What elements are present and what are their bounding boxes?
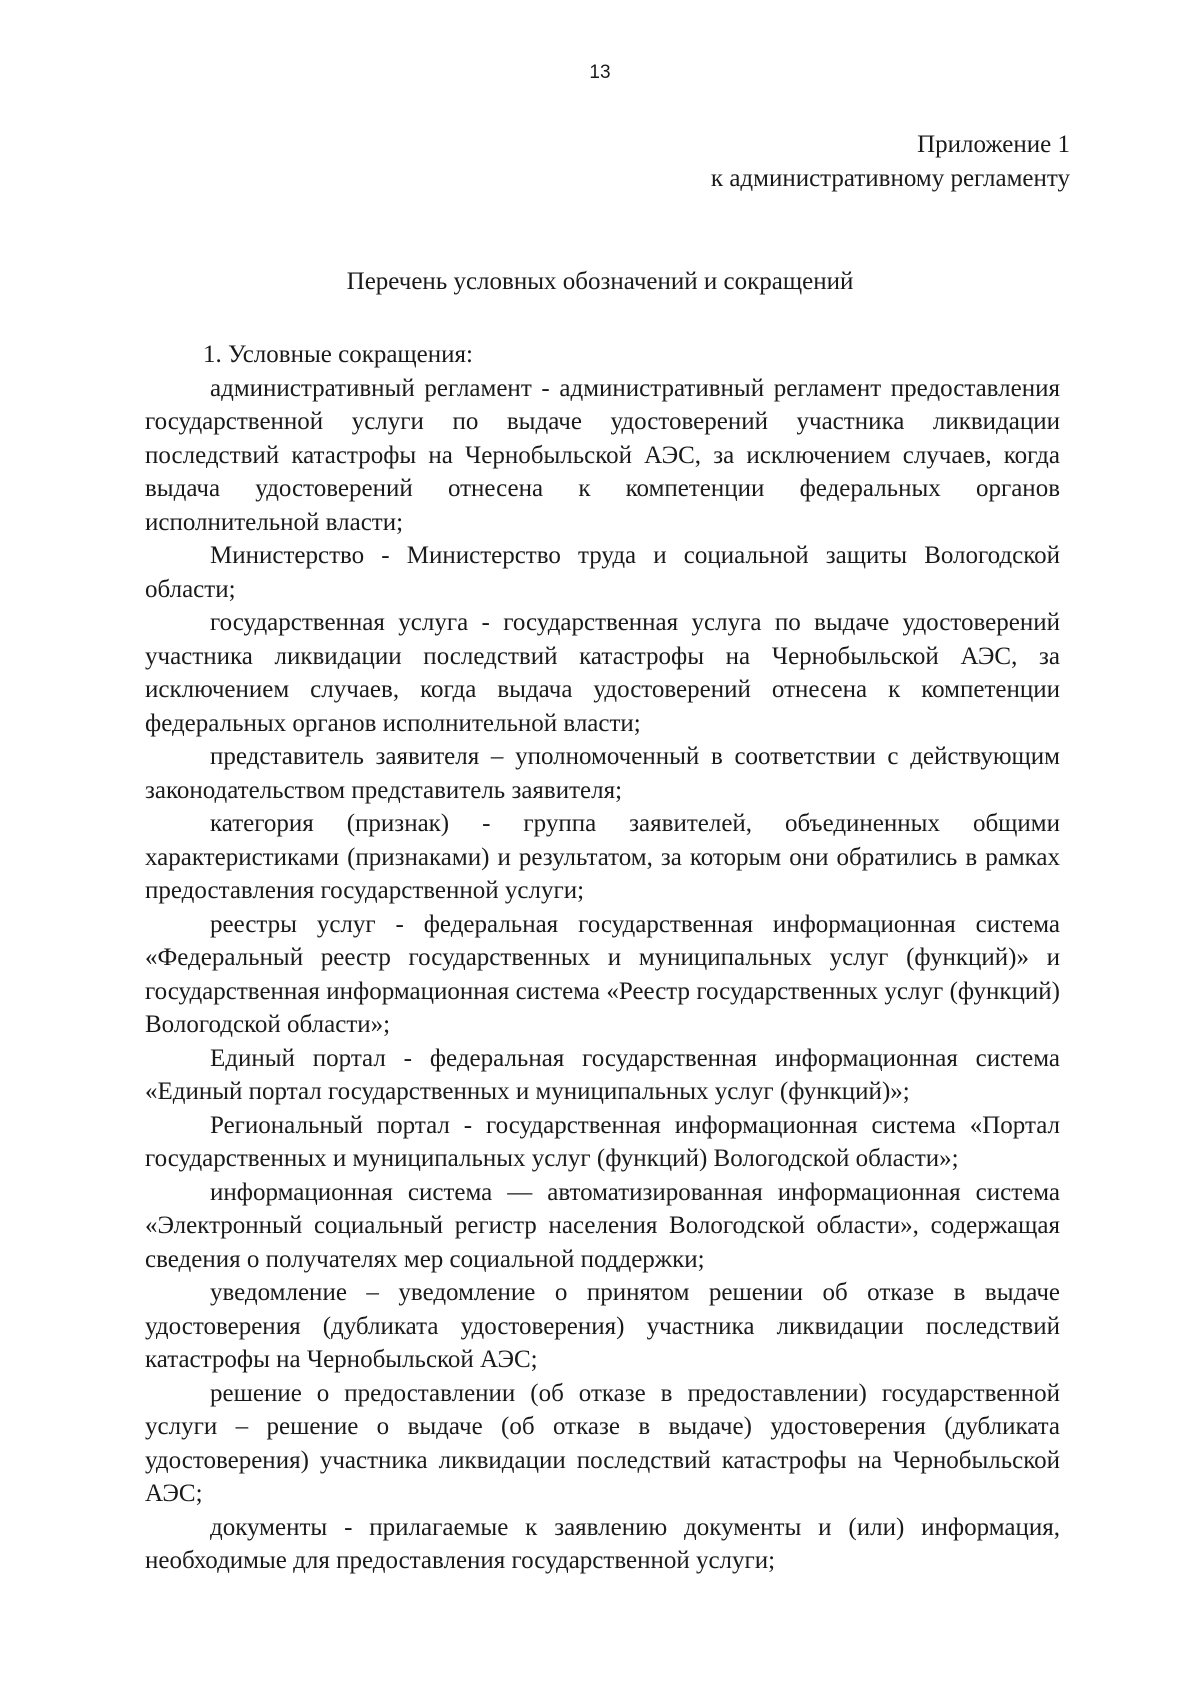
definition-item: Региональный портал - государственная информационная система «Портал государственных и муниципальных услуг (функций) Вологодской области»; [145, 1111, 1060, 1172]
definition-item: Единый портал - федеральная государственная информационная система «Единый портал государственных и муниципальных услуг (функций)»; [145, 1044, 1060, 1105]
definition-item: информационная система — автоматизированная информационная система «Электронный социальный регистр населения Вологодской области», содержащая сведения о получателях мер социальной поддержки; [145, 1178, 1060, 1273]
definition-item: решение о предоставлении (об отказе в предоставлении) государственной услуги – решение о выдаче (об отказе в выдаче) удостоверения (дубликата удостоверения) участника ликвидации последствий катастрофы на Чернобыльской АЭС; [145, 1379, 1060, 1507]
appendix-line-1: Приложение 1 [917, 131, 1070, 158]
section-heading: 1. Условные сокращения: [203, 341, 473, 368]
page-number: 13 [589, 62, 611, 83]
definition-item: административный регламент - административный регламент предоставления государственной услуги по выдаче удостоверений участника ликвидации последствий катастрофы на Чернобыльской АЭС, за исключением случаев, когда выдача удостоверений отнесена к компетенции федеральных органов исполнительной власти; [145, 374, 1060, 536]
definition-item: Министерство - Министерство труда и социальной защиты Вологодской области; [145, 542, 1060, 603]
definition-item: категория (признак) - группа заявителей, объединенных общими характеристиками (признаками) и результатом, за которым они обратились в рамках предоставления государственной услуги; [145, 810, 1060, 904]
definitions-body [145, 338, 1060, 1578]
definition-item: государственная услуга - государственная услуга по выдаче удостоверений участника ликвидации последствий катастрофы на Чернобыльской АЭС, за исключением случаев, когда выдача удостоверений отнесена к компетенции федеральных органов исполнительной власти; [145, 609, 1060, 737]
definition-item: документы - прилагаемые к заявлению документы и (или) информация, необходимые для предоставления государственной услуги; [145, 1513, 1060, 1574]
appendix-header [711, 128, 1070, 196]
definition-item: представитель заявителя – уполномоченный в соответствии с действующим законодательством представитель заявителя; [145, 743, 1060, 804]
definition-item: уведомление – уведомление о принятом решении об отказе в выдаче удостоверения (дубликата удостоверения) участника ликвидации последствий катастрофы на Чернобыльской АЭС; [145, 1279, 1060, 1373]
document-title: Перечень условных обозначений и сокращений [346, 268, 854, 295]
appendix-line-2: к административному регламенту [710, 165, 1070, 192]
definition-item: реестры услуг - федеральная государственная информационная система «Федеральный реестр государственных и муниципальных услуг (функций)» и государственная информационная система «Реестр государственных услуг (функций) Вологодской области»; [145, 910, 1060, 1038]
